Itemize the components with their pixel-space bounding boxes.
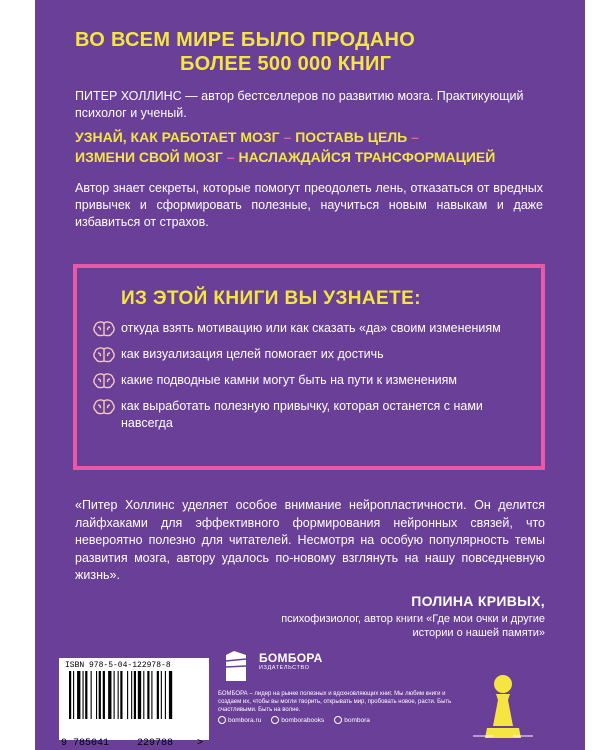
learn-list (93, 320, 523, 441)
vk-icon (334, 716, 342, 724)
brain-icon (93, 321, 115, 337)
barcode-stripe (161, 671, 162, 719)
publisher-subtitle: ИЗДАТЕЛЬСТВО (259, 665, 310, 671)
publisher-name: БОМБОРА (259, 651, 323, 665)
call-to-action (75, 127, 555, 167)
barcode-bars (67, 671, 201, 723)
brain-icon (93, 373, 115, 389)
barcode-stripe (151, 671, 152, 719)
barcode-stripe (108, 671, 111, 719)
list-item-text: как выработать полезную привычку, которая останется с нами навсегда (121, 399, 483, 430)
cta-part-4: НАСЛАЖДАЙСЯ ТРАНСФОРМАЦИЕЙ (238, 149, 496, 165)
barcode-stripe (120, 671, 122, 719)
barcode-stripe (103, 671, 105, 719)
list-item (93, 372, 523, 389)
barcode-stripe (85, 671, 87, 719)
barcode-stripe (147, 671, 149, 719)
barcode-stripe (143, 671, 144, 719)
list-item-text: как визуализация целей помогает их достичь (121, 347, 384, 361)
barcode-stripe (134, 671, 136, 719)
barcode-digit-lead: 9 (61, 738, 68, 749)
list-item-text: какие подводные камни могут быть на пути к изменениям (121, 373, 457, 387)
author-intro: ПИТЕР ХОЛЛИНС — автор бестселлеров по развитию мозга. Практикующий психолог и ученый. (75, 89, 524, 120)
barcode-stripe (131, 671, 132, 719)
cta-part-3: ИЗМЕНИ СВОЙ МОЗГ (75, 149, 223, 165)
barcode-stripe (127, 671, 128, 719)
barcode-stripe (118, 671, 119, 719)
barcode-digit-group-1: 785041 (73, 738, 110, 749)
barcode (59, 658, 209, 749)
social-link-books[interactable]: bomborabooks (271, 716, 324, 724)
list-item (93, 346, 523, 363)
barcode-digit-group-2: 229788 (137, 738, 174, 749)
list-item-text: откуда взять мотивацию или как сказать «да» своим изменениям (121, 321, 501, 335)
chess-pawn-icon (473, 672, 533, 740)
book-description: Автор знает секреты, которые помогут преодолеть лень, отказаться от вредных привычек и сформировать полезные, научиться новым навыкам и даже избавиться от страхов. (75, 181, 543, 229)
list-item (93, 398, 523, 432)
barcode-digit-end: > (197, 738, 204, 749)
barcode-stripe (169, 671, 172, 719)
review-quote: «Питер Холлинс уделяет особое внимание нейропластичности. Он делится лайфхаками для эффективного формирования нейронных связей, что невероятно полезно для читателей. Несмотря на особую популярность темы развития мозга, автору удалось по-новому взглянуть на нашу повседневную жизнь». (75, 498, 545, 582)
list-item (93, 320, 523, 337)
barcode-stripe (138, 671, 141, 719)
reviewer-name: ПОЛИНА КРИВЫХ, (411, 593, 545, 609)
sales-slogan (75, 28, 545, 76)
barcode-stripe (157, 671, 159, 719)
barcode-stripe (77, 671, 80, 719)
publisher-text: БОМБОРА – лидер на рынке полезных и вдохновляющих книг. Мы любим книги и создаем их, чтобы вы могли творить, открывать мир, пробовать новое, расти. Быть счастливыми. Быть на волне. (218, 691, 452, 713)
social-link-vk[interactable]: bombora (334, 716, 370, 724)
barcode-stripe (91, 671, 92, 719)
barcode-stripe (96, 671, 97, 719)
brain-icon (93, 347, 115, 363)
barcode-stripe (83, 671, 84, 719)
cta-part-1: УЗНАЙ, КАК РАБОТАЕТ МОЗГ (75, 129, 280, 145)
reviewer-credential: психофизиолог, автор книги «Где мои очки и другие истории о нашей памяти» (281, 613, 545, 639)
slogan-line-1: ВО ВСЕМ МИРЕ БЫЛО ПРОДАНО (75, 29, 416, 51)
cta-separator: – (222, 149, 239, 165)
cta-separator: – (279, 129, 296, 145)
social-link-site[interactable]: bombora.ru (218, 716, 261, 724)
learn-box (73, 264, 545, 470)
barcode-stripe (165, 671, 166, 719)
social-icon (271, 716, 279, 724)
brain-icon (93, 399, 115, 415)
social-links (218, 716, 380, 724)
back-cover (35, 0, 585, 750)
globe-icon (218, 716, 226, 724)
barcode-stripe (99, 671, 101, 719)
learn-box-title: ИЗ ЭТОЙ КНИГИ ВЫ УЗНАЕТЕ: (121, 288, 421, 309)
barcode-stripe (114, 671, 115, 719)
slogan-line-2: БОЛЕЕ 500 000 КНИГ (180, 53, 392, 75)
barcode-stripe (69, 671, 71, 719)
barcode-stripe (73, 671, 74, 719)
isbn-number: ISBN 978-5-04-122978-8 (65, 661, 171, 670)
cta-separator: – (407, 129, 419, 145)
cta-part-2: ПОСТАВЬ ЦЕЛЬ (295, 129, 408, 145)
